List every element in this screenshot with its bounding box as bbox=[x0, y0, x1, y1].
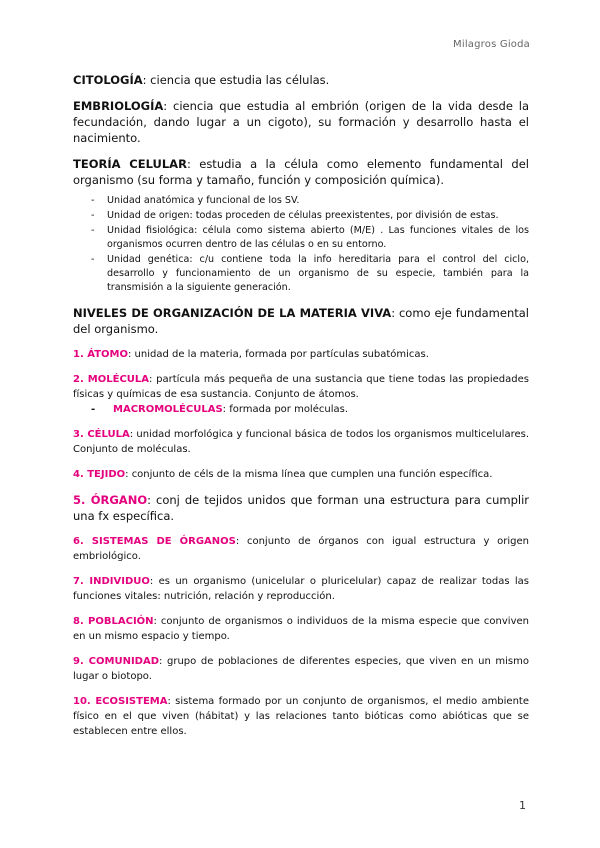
niveles-definition: : como eje fundamental del organismo. bbox=[73, 306, 530, 336]
page-number: 1 bbox=[519, 799, 526, 812]
level-ecosistema bbox=[73, 694, 529, 739]
embriologia-paragraph bbox=[73, 98, 529, 146]
level-celula bbox=[73, 427, 529, 457]
level-comunidad-definition: : grupo de poblaciones de diferentes especies, que viven en un mismo lugar o biotopo. bbox=[73, 656, 529, 682]
niveles-paragraph bbox=[73, 305, 529, 337]
level-comunidad-term: 9. COMUNIDAD bbox=[73, 656, 160, 667]
level-sistemas-definition: : conjunto de órganos con igual estructura y origen embriológico. bbox=[73, 536, 529, 562]
level-celula-term: 3. CÉLULA bbox=[73, 429, 130, 440]
level-poblacion-definition: : conjunto de organismos o individuos de la misma especie que conviven en un mismo espacio y tiempo. bbox=[73, 616, 529, 642]
level-atomo-definition: : unidad de la materia, formada por partículas subatómicas. bbox=[127, 349, 429, 360]
teoria-celular-term: TEORÍA CELULAR bbox=[73, 157, 187, 171]
level-macromoleculas-definition: : formada por moléculas. bbox=[222, 404, 348, 415]
level-organo-term: 5. ÓRGANO bbox=[73, 493, 148, 507]
list-item: - Unidad genética: c/u contiene toda la info hereditaria para el control del ciclo, desarrollo y funcionamiento de un organismo de su especie, también para la transmisión a la siguiente generación. bbox=[91, 253, 529, 295]
list-item: - Unidad anatómica y funcional de los SV. bbox=[91, 194, 529, 208]
level-tejido-definition: : conjunto de céls de la misma línea que cumplen una función específica. bbox=[125, 469, 493, 480]
level-sistemas bbox=[73, 534, 529, 564]
level-ecosistema-term: 10. ECOSISTEMA bbox=[73, 696, 168, 707]
embriologia-definition: : ciencia que estudia al embrión (origen de la vida desde la fecundación, dando lugar a un cigoto), su formación y desarrollo hasta el nacimiento. bbox=[73, 99, 529, 145]
level-individuo-definition: : es un organismo (unicelular o pluricelular) capaz de realizar todas las funciones vitales: nutrición, relación y reproducción. bbox=[73, 576, 530, 602]
level-sistemas-term: 6. SISTEMAS DE ÓRGANOS bbox=[73, 536, 236, 547]
level-individuo-term: 7. INDIVIDUO bbox=[73, 576, 150, 587]
level-tejido-term: 4. TEJIDO bbox=[73, 469, 126, 480]
level-celula-definition: : unidad morfológica y funcional básica de todos los organismos multicelulares. Conjunto de moléculas. bbox=[73, 429, 530, 455]
level-molecula-term: 2. MOLÉCULA bbox=[73, 374, 150, 385]
level-organo-definition: : conj de tejidos unidos que forman una estructura para cumplir una fx específica. bbox=[73, 493, 530, 523]
level-poblacion-term: 8. POBLACIÓN bbox=[73, 616, 154, 627]
level-poblacion bbox=[73, 614, 529, 644]
teoria-celular-list bbox=[73, 194, 529, 295]
level-molecula bbox=[73, 372, 529, 402]
page-header-author: Milagros Gioda bbox=[453, 39, 530, 50]
level-tejido bbox=[73, 467, 529, 482]
level-individuo bbox=[73, 574, 529, 604]
embriologia-term: EMBRIOLOGÍA bbox=[73, 99, 164, 113]
citologia-definition: : ciencia que estudia las células. bbox=[142, 73, 330, 87]
level-atomo-term: 1. ÁTOMO bbox=[73, 349, 128, 360]
list-item: - Unidad de origen: todas proceden de células preexistentes, por división de estas. bbox=[91, 209, 529, 223]
teoria-celular-definition: : estudia a la célula como elemento fundamental del organismo (su forma y tamaño, función y composición química). bbox=[73, 157, 529, 187]
citologia-term: CITOLOGÍA bbox=[73, 73, 143, 87]
level-molecula-definition: : partícula más pequeña de una sustancia que tiene todas las propiedades físicas y químicas de esa sustancia. Conjunto de átomos. bbox=[73, 374, 529, 400]
document-body bbox=[73, 72, 529, 749]
list-item: - Unidad fisiológica: célula como sistema abierto (M/E) . Las funciones vitales de los organismos ocurren dentro de las células o en su entorno. bbox=[91, 224, 529, 252]
niveles-term: NIVELES DE ORGANIZACIÓN DE LA MATERIA VIVA bbox=[73, 306, 392, 320]
citologia-paragraph bbox=[73, 72, 529, 88]
level-macromoleculas-term: MACROMOLÉCULAS bbox=[113, 404, 223, 415]
list-item bbox=[91, 402, 529, 417]
level-comunidad bbox=[73, 654, 529, 684]
teoria-celular-paragraph bbox=[73, 156, 529, 188]
level-atomo bbox=[73, 347, 529, 362]
level-organo bbox=[73, 492, 529, 524]
level-ecosistema-definition: : sistema formado por un conjunto de organismos, el medio ambiente físico en el que viven (hábitat) y las relaciones tanto bióticas como abióticas que se establecen entre ellos. bbox=[73, 696, 529, 737]
molecula-sublist bbox=[73, 402, 529, 417]
